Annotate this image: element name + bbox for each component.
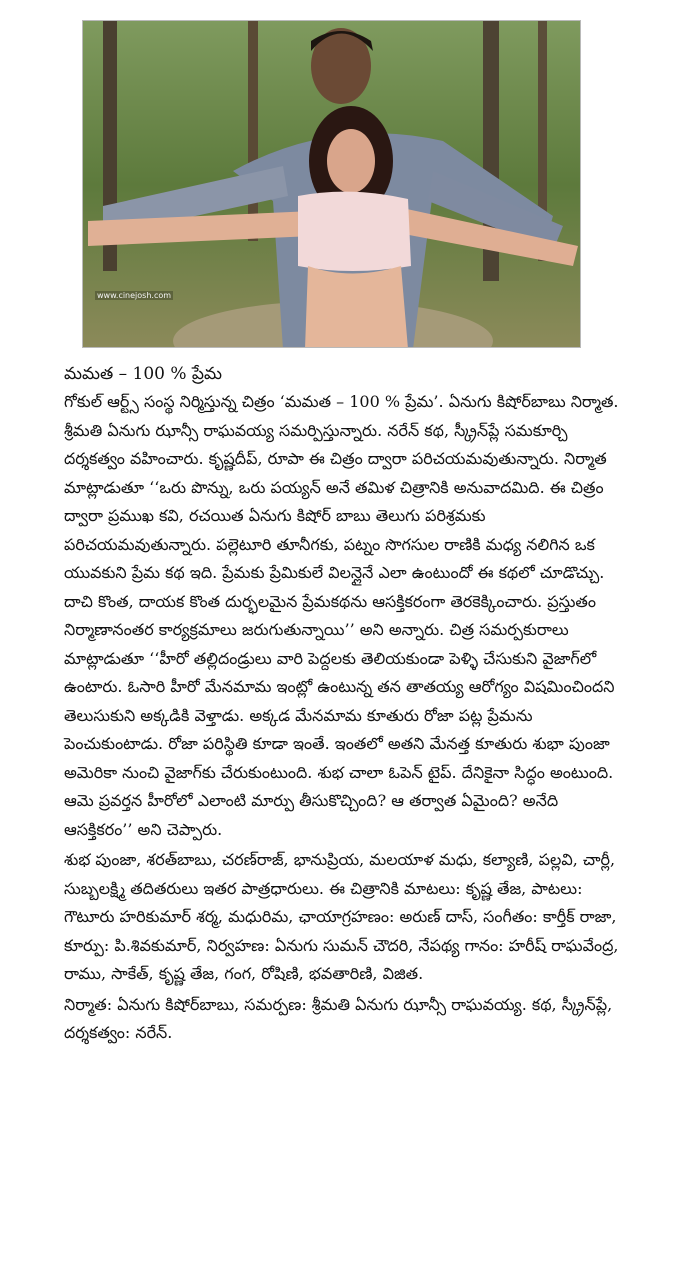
article-paragraph-1: గోకుల్ ఆర్ట్స్ సంస్థ నిర్మిస్తున్న చిత్రం ‘మమత – 100 % ప్రేమ’. ఏనుగు కిషోర్‌బాబు నిర్మాత. శ్రీమతి ఏనుగు ఝాన్సీ రాఘవయ్య సమర్పిస్తున్నారు. నరేన్ కథ, స్క్రీన్‌ప్లే సమకూర్చి దర్శకత్వం వహించారు. కృష్ణదీప్, రూపా ఈ చిత్రం ద్వారా పరిచయమవుతున్నారు. నిర్మాత మాట్లాడుతూ ‘‘ఒరు పొన్ను, ఒరు పయ్యన్ అనే తమిళ చిత్రానికి అనువాదమిది. ఈ చిత్రం ద్వారా ప్రముఖ కవి, రచయిత ఏనుగు కిషోర్ బాబు తెలుగు పరిశ్రమకు పరిచయమవుతున్నారు. పల్లెటూరి తూనీగకు, పట్నం సొగసుల రాణికి మధ్య నలిగిన ఒక యువకుని ప్రేమ కథ ఇది. ప్రేమకు ప్రేమికులే విలన్లైనే ఎలా ఉంటుందో ఈ కథలో చూడొచ్చు. దాచి కొంత, దాయక కొంత దుర్భలమైన ప్రేమకథను ఆసక్తికరంగా తెరకెక్కించారు. ప్రస్తుతం నిర్మాణానంతర కార్యక్రమాలు జరుగుతున్నాయి’’ అని అన్నారు. చిత్ర సమర్పకురాలు మాట్లాడుతూ ‘‘హీరో తల్లిదండ్రులు వారి పెద్దలకు తెలియకుండా పెళ్ళి చేసుకుని వైజాగ్‌లో ఉంటారు. ఓసారి హీరో మేనమామ ఇంట్లో ఉంటున్న తన తాతయ్య ఆరోగ్యం విషమించిందని తెలుసుకుని అక్కడికి వెళ్తాడు. అక్కడ మేనమామ కూతురు రోజా పట్ల ప్రేమను పెంచుకుంటాడు. రోజా పరిస్థితి కూడా ఇంతే. ఇంతలో అతని మేనత్త కూతురు శుభా పుంజా అమెరికా నుంచి వైజాగ్‌కు చేరుకుంటుంది. శుభ చాలా ఓపెన్ టైప్. దేనికైనా సిద్ధం అంటుంది. ఆమె ప్రవర్తన హీరోలో ఎలాంటి మార్పు తీసుకొచ్చింది? ఆ తర్వాత ఏమైంది? అనేది ఆసక్తికరం’’ అని చెప్పారు. xyxy=(64,392,619,839)
article-paragraph-3: నిర్మాత: ఏనుగు కిషోర్‌బాబు, సమర్పణ: శ్రీమతి ఏనుగు ఝాన్సీ రాఘవయ్య. కథ, స్క్రీన్‌ప్లే, దర్శకత్వం: నరేన్. xyxy=(64,994,613,1042)
movie-still-photo xyxy=(82,20,581,348)
article-paragraph-2: శుభ పుంజా, శరత్‌బాబు, చరణ్‌రాజ్, భానుప్రియ, మలయాళ మధు, కల్యాణి, పల్లవి, చార్లీ, సుబ్బలక్ష్మి తదితరులు ఇతర పాత్రధారులు. ఈ చిత్రానికి మాటలు: కృష్ణ తేజ, పాటలు: గౌటూరు హరికుమార్ శర్మ, మధురిమ, ఛాయాగ్రహణం: అరుణ్ దాస్, సంగీతం: కార్తీక్ రాజా, కూర్పు: పి.శివకుమార్, నిర్వహణ: ఏనుగు సుమన్ చౌదరి, నేపథ్య గానం: హరీష్ రాఘవేంద్ర, రాము, సాకేత్, కృష్ణ తేజ, గంగ, రోషిణి, భవతారిణి, విజిత. xyxy=(64,850,619,983)
watermark-text: www.cinejosh.com xyxy=(97,291,172,300)
article-body xyxy=(64,360,624,1050)
article-title: మమత – 100 % ప్రేమ xyxy=(64,364,222,384)
